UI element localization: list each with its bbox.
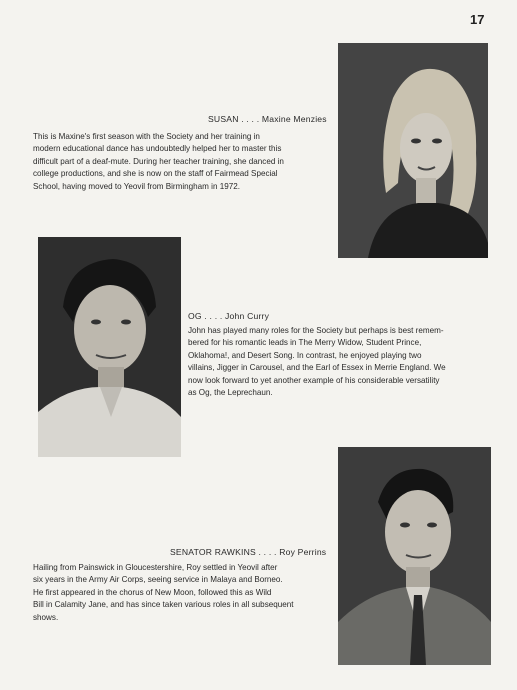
page-number: 17 xyxy=(470,12,485,27)
bio-line: as Og, the Leprechaun. xyxy=(188,388,273,398)
role-heading-rawkins: SENATOR RAWKINS . . . . Roy Perrins xyxy=(170,547,327,557)
bio-line: Oklahoma!, and Desert Song. In contrast, he enjoyed playing two xyxy=(188,350,422,360)
bio-line: Hailing from Painswick in Gloucestershire, Roy settled in Yeovil after xyxy=(33,563,278,572)
role-heading-susan: SUSAN . . . . Maxine Menzies xyxy=(208,114,327,124)
bio-line: difficult part of a deaf-mute. During her teacher training, she danced in xyxy=(33,156,284,166)
bio-line: modern educational dance has undoubtedly helped her to master this xyxy=(33,144,282,154)
bio-line: college productions, and she is now on the staff of Fairmead Special xyxy=(33,169,278,179)
bio-paragraph-rawkins xyxy=(33,562,333,624)
bio-line: John has played many roles for the Society but perhaps is best remem- xyxy=(188,326,444,335)
portrait-photo-og xyxy=(38,237,181,457)
bio-paragraph-susan xyxy=(33,131,333,193)
bio-line: bered for his romantic leads in The Merry Widow, Student Prince, xyxy=(188,338,422,348)
bio-line: Bill in Calamity Jane, and has since taken various roles in all subsequent xyxy=(33,600,294,610)
portrait-photo-susan xyxy=(338,43,488,258)
bio-line: He first appeared in the chorus of New Moon, followed this as Wild xyxy=(33,587,272,597)
role-heading-og: OG . . . . John Curry xyxy=(188,311,270,321)
bio-line: shows. xyxy=(33,612,59,622)
bio-line: villains, Jigger in Carousel, and the Earl of Essex in Merrie England. We xyxy=(188,363,446,373)
portrait-photo-rawkins xyxy=(338,447,491,665)
bio-line: now look forward to yet another example of his considerable versatility xyxy=(188,375,440,385)
bio-paragraph-og xyxy=(188,325,491,399)
bio-line: six years in the Army Air Corps, seeing service in Malaya and Borneo. xyxy=(33,575,283,585)
bio-line: This is Maxine's first season with the Society and her training in xyxy=(33,132,260,141)
bio-line: School, having moved to Yeovil from Birmingham in 1972. xyxy=(33,181,240,191)
